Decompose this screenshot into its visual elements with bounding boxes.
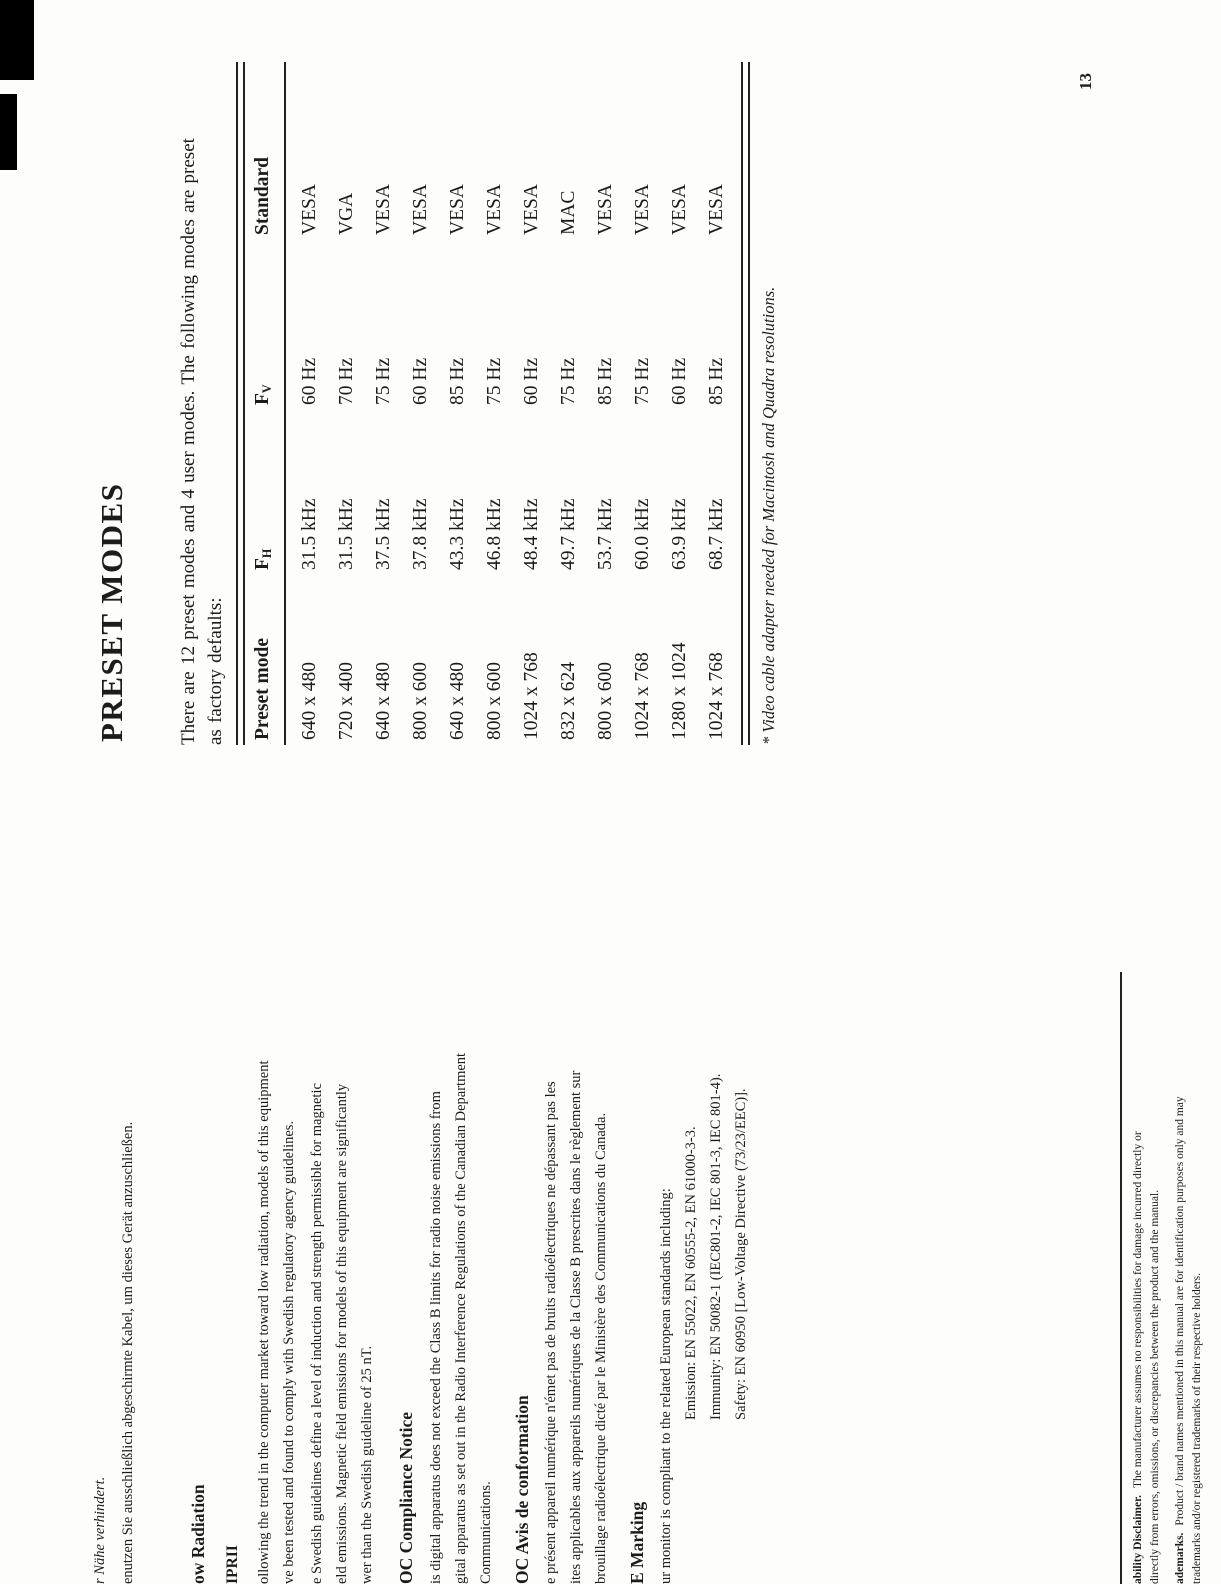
intro-line: as factory defaults: (205, 597, 226, 745)
page-title: PRESET MODES (94, 482, 129, 742)
cell-preset-mode: 800 x 600 (484, 662, 505, 740)
ce-intro-line: ur monitor is compliant to the related European standards including: (658, 1188, 674, 1584)
table-bottom-rule (748, 62, 750, 745)
cell-fv: 85 Hz (706, 357, 727, 405)
trademarks-lead: ademarks. (1174, 1532, 1186, 1584)
cell-preset-mode: 800 x 600 (410, 662, 431, 740)
scan-artifact-bar (0, 94, 17, 170)
cell-standard: VGA (336, 192, 357, 235)
cell-preset-mode: 640 x 480 (447, 662, 468, 740)
mprii-paragraph-line: ollowing the trend in the computer market toward low radiation, models of this equipment (256, 1060, 272, 1584)
cell-standard: VESA (521, 184, 542, 235)
cell-fv: 75 Hz (558, 357, 579, 405)
cell-fv: 60 Hz (410, 357, 431, 405)
table-row (330, 62, 367, 745)
scan-artifact-bar (0, 0, 34, 80)
heading-ce-marking: E Marking (627, 1501, 647, 1584)
cell-fv: 60 Hz (669, 357, 690, 405)
trademarks-line: ademarks.Product / brand names mentioned in this manual are for identification purposes only and may (1174, 1096, 1186, 1584)
cell-fv: 60 Hz (521, 357, 542, 405)
column-header-standard: Standard (252, 156, 273, 235)
cell-fv: 60 Hz (299, 357, 320, 405)
doc-paragraph-line: is digital apparatus does not exceed the Class B limits for radio noise emissions from (428, 1091, 444, 1584)
table-row (293, 62, 330, 745)
doc-paragraph-line: gital apparatus as set out in the Radio Interference Regulations of the Canadian Department (453, 1052, 469, 1584)
swedish-paragraph-line: e Swedish guidelines define a level of induction and strength permissible for magnetic (309, 1083, 325, 1584)
avis-paragraph-line: brouillage radioélectrique dicté par le Ministère des Communications du Canada. (593, 1112, 609, 1584)
cell-standard: VESA (410, 184, 431, 235)
doc-paragraph-line: Communications. (478, 1481, 494, 1584)
heading-doc-compliance: OC Compliance Notice (396, 1411, 416, 1584)
table-header-row (252, 62, 282, 745)
cell-preset-mode: 640 x 480 (373, 662, 394, 740)
cell-fh: 53.7 kHz (595, 498, 616, 570)
cell-preset-mode: 1280 x 1024 (669, 642, 690, 740)
cell-preset-mode: 832 x 624 (558, 662, 579, 740)
cell-fh: 63.9 kHz (669, 498, 690, 570)
table-row (700, 62, 737, 745)
table-top-rule (243, 62, 245, 745)
avis-paragraph-line: ites applicables aux appareils numériques de la Classe B prescrites dans le règlement sur (568, 1070, 584, 1584)
table-row (478, 62, 515, 745)
table-body (293, 62, 737, 745)
cell-standard: VESA (373, 184, 394, 235)
cell-standard: VESA (484, 184, 505, 235)
cell-standard: VESA (669, 184, 690, 235)
table-footnote: * Video cable adapter needed for Macintosh and Quadra resolutions. (759, 286, 778, 745)
german-fragment-line: r Nähe verhindert. (92, 1476, 108, 1584)
cell-standard: VESA (632, 184, 653, 235)
table-bottom-rule (741, 62, 743, 745)
cell-fh: 37.8 kHz (410, 498, 431, 570)
table-row (367, 62, 404, 745)
table-row (663, 62, 700, 745)
cell-fv: 85 Hz (447, 357, 468, 405)
cell-fv: 70 Hz (336, 357, 357, 405)
cell-fv: 75 Hz (484, 357, 505, 405)
cell-fv: 75 Hz (632, 357, 653, 405)
cell-fh: 49.7 kHz (558, 498, 579, 570)
disclaimer-line: directly from errors, omissions, or discrepancies between the product and the manual. (1149, 1189, 1161, 1584)
column-header-preset-mode: Preset mode (252, 638, 273, 740)
cell-standard: VESA (447, 184, 468, 235)
cell-fh: 37.5 kHz (373, 498, 394, 570)
cell-fh: 43.3 kHz (447, 498, 468, 570)
cell-preset-mode: 1024 x 768 (706, 652, 727, 740)
cell-fv: 85 Hz (595, 357, 616, 405)
disclaimer-lead: ability Disclaimer. (1132, 1494, 1144, 1584)
column-header-fh: $F_H$ (252, 548, 275, 570)
german-shielded-cable-line: enutzen Sie ausschließlich abgeschirmte Kabel, um dieses Gerät anzuschließen. (120, 1121, 136, 1584)
cell-preset-mode: 1024 x 768 (632, 652, 653, 740)
cell-fh: 68.7 kHz (706, 498, 727, 570)
heading-doc-avis: OC Avis de conformation (512, 1395, 532, 1584)
trademarks-line: trademarks and/or registered trademarks of their respective holders. (1191, 1272, 1203, 1584)
table-row (441, 62, 478, 745)
cell-fh: 46.8 kHz (484, 498, 505, 570)
ce-immunity-line: Immunity: EN 50082-1 (IEC801-2, IEC 801-3, IEC 801-4). (708, 1073, 724, 1420)
heading-mprii: IPRII (224, 1545, 241, 1584)
table-row (515, 62, 552, 745)
page-number: 13 (1076, 73, 1095, 90)
cell-fh: 31.5 kHz (299, 498, 320, 570)
cell-fv: 75 Hz (373, 357, 394, 405)
table-row (404, 62, 441, 745)
cell-fh: 48.4 kHz (521, 498, 542, 570)
cell-fh: 60.0 kHz (632, 498, 653, 570)
footer-divider-rule (1120, 972, 1122, 1584)
swedish-paragraph-line: wer than the Swedish guideline of 25 nT. (359, 1345, 375, 1584)
avis-paragraph-line: e présent appareil numérique n'émet pas de bruits radioélectriques ne dépassant pas les (543, 1081, 559, 1584)
ce-emission-line: Emission: EN 55022, EN 60555-2, EN 61000-3-3. (683, 1126, 699, 1420)
table-row (552, 62, 589, 745)
swedish-paragraph-line: eld emissions. Magnetic field emissions for models of this equipment are significantly (334, 1083, 350, 1584)
cell-preset-mode: 720 x 400 (336, 662, 357, 740)
cell-standard: MAC (558, 190, 579, 235)
column-header-fv: $F_V$ (252, 384, 275, 405)
heading-low-radiation: ow Radiation (188, 1484, 208, 1584)
cell-standard: VESA (299, 184, 320, 235)
table-top-rule (236, 62, 238, 745)
cell-preset-mode: 1024 x 768 (521, 652, 542, 740)
mprii-paragraph-line: ve been tested and found to comply with Swedish regulatory agency guidelines. (281, 1120, 297, 1584)
cell-fh: 31.5 kHz (336, 498, 357, 570)
cell-preset-mode: 640 x 480 (299, 662, 320, 740)
table-row (589, 62, 626, 745)
cell-standard: VESA (706, 184, 727, 235)
table-row (626, 62, 663, 745)
table-header-rule (284, 62, 286, 745)
intro-line: There are 12 preset modes and 4 user modes. The following modes are preset (178, 138, 199, 745)
cell-standard: VESA (595, 184, 616, 235)
disclaimer-line: ability Disclaimer.The manufacturer assumes no responsibilities for damage incurred directly or (1132, 1131, 1144, 1584)
cell-preset-mode: 800 x 600 (595, 662, 616, 740)
ce-safety-line: Safety: EN 60950 [Low-Voltage Directive (73/23/EEC)]. (733, 1088, 749, 1420)
